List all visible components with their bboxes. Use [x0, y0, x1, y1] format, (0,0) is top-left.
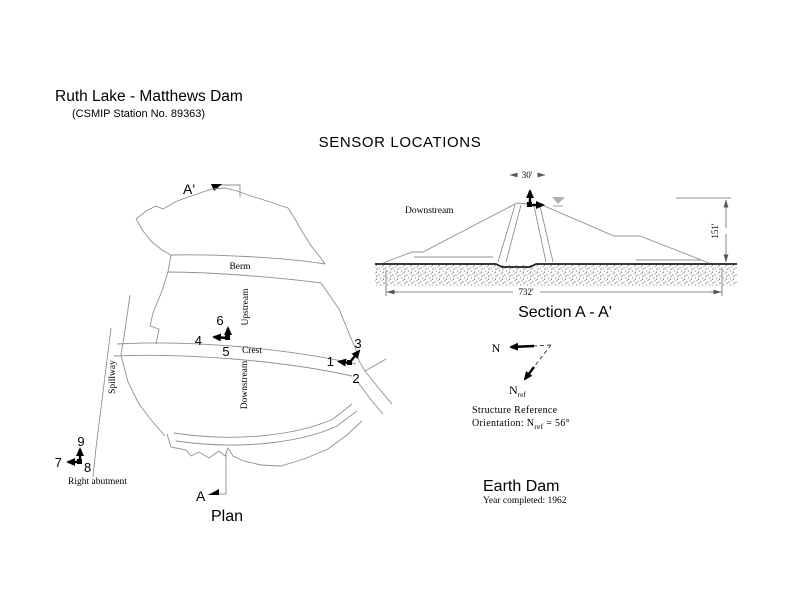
- spillway-label: Spillway: [108, 360, 118, 394]
- sensor-9-label: 9: [77, 434, 85, 449]
- nref-sub: ref: [517, 390, 526, 399]
- ground-hatch: [375, 265, 737, 286]
- right-canyon-line-1: [365, 371, 392, 404]
- orientation-sub: ref: [534, 422, 544, 431]
- sensor-2-label: 2: [352, 371, 360, 386]
- crest-dot-icon: [527, 202, 532, 207]
- structure-reference-line2: [472, 418, 570, 431]
- spillway-right-line: [121, 295, 165, 436]
- sensor-3-label: 3: [354, 336, 362, 351]
- dim-151-label: 151': [710, 223, 720, 239]
- right-abutment-label: Right abutment: [68, 477, 127, 487]
- sensor-marker-789: [55, 434, 127, 487]
- nref-label: [509, 383, 526, 399]
- page-title: Ruth Lake - Matthews Dam: [55, 88, 243, 105]
- plan-left-edge-upper: [136, 219, 171, 255]
- plan-view: [55, 181, 392, 525]
- height-dimension: [676, 198, 731, 262]
- sensor-5-label: 5: [222, 344, 230, 359]
- core-line-4: [540, 206, 553, 262]
- toe-band-lower: [176, 411, 357, 445]
- downstream-label: Downstream: [240, 360, 250, 410]
- cut-label-a: A: [196, 488, 206, 504]
- crest-width-dimension: [510, 170, 545, 180]
- dam-info: [483, 478, 567, 506]
- cut-line-bottom: [209, 452, 226, 494]
- nref-arrow-icon: [525, 367, 534, 379]
- north-label: N: [491, 341, 501, 355]
- year-completed-label: Year completed: 1962: [483, 496, 567, 506]
- right-hook: [356, 350, 386, 371]
- orientation-value: = 56°: [543, 418, 570, 429]
- upstream-label: Upstream: [241, 288, 251, 326]
- orientation-diagram: [472, 341, 570, 431]
- station-number: (CSMIP Station No. 89363): [72, 108, 206, 120]
- sensor-8-dot-icon: [77, 459, 82, 464]
- sensor-marker-456: [195, 313, 230, 359]
- plan-rim-outline: [136, 188, 325, 264]
- page-heading: SENSOR LOCATIONS: [318, 134, 482, 151]
- section-cut-marker-a: [196, 452, 226, 504]
- sensor-6-label: 6: [216, 313, 224, 328]
- dam-type-label: Earth Dam: [483, 478, 560, 495]
- crest-band-lower: [114, 355, 352, 376]
- crest-sensor-marker: [527, 191, 543, 207]
- water-level-icon: [552, 197, 565, 204]
- dim-732-label: 732': [518, 287, 534, 297]
- sensor-5-dot-icon: [225, 335, 230, 340]
- section-downstream-label: Downstream: [405, 206, 454, 216]
- right-canyon-line-2: [357, 381, 383, 414]
- toe-band-upper: [174, 404, 352, 437]
- section-view: [375, 170, 737, 321]
- core-line-3: [534, 206, 546, 262]
- sensor-8-label: 8: [84, 460, 92, 475]
- plan-caption: Plan: [211, 508, 244, 525]
- core-line-2: [506, 205, 521, 262]
- berm-band-lower: [168, 272, 321, 283]
- orientation-text: Orientation: N: [472, 418, 535, 429]
- spillway-left-line: [93, 328, 111, 477]
- berm-band-left-cap: [168, 255, 171, 272]
- cut-label-a-prime: A': [183, 181, 196, 197]
- nref-base: N: [509, 383, 518, 397]
- cut-flag-bottom-icon: [208, 489, 219, 495]
- structure-reference-line1: Structure Reference: [472, 405, 558, 416]
- section-caption: Section A - A': [518, 304, 612, 321]
- crest-label: Crest: [241, 346, 263, 356]
- crest-band-upper: [117, 343, 356, 364]
- sensor-1-label: 1: [326, 354, 334, 369]
- dim-30-label: 30': [521, 170, 533, 180]
- sensor-7-label: 7: [54, 455, 62, 470]
- sensor-2-dot-icon: [347, 360, 352, 365]
- berm-label: Berm: [229, 262, 251, 272]
- plan-right-edge-mid: [321, 283, 356, 350]
- core-line-1: [498, 205, 515, 262]
- north-arrow-icon: [511, 346, 534, 347]
- sensor-4-label: 4: [194, 333, 202, 348]
- cut-flag-top-icon: [211, 184, 222, 191]
- plan-left-edge-mid: [150, 272, 168, 344]
